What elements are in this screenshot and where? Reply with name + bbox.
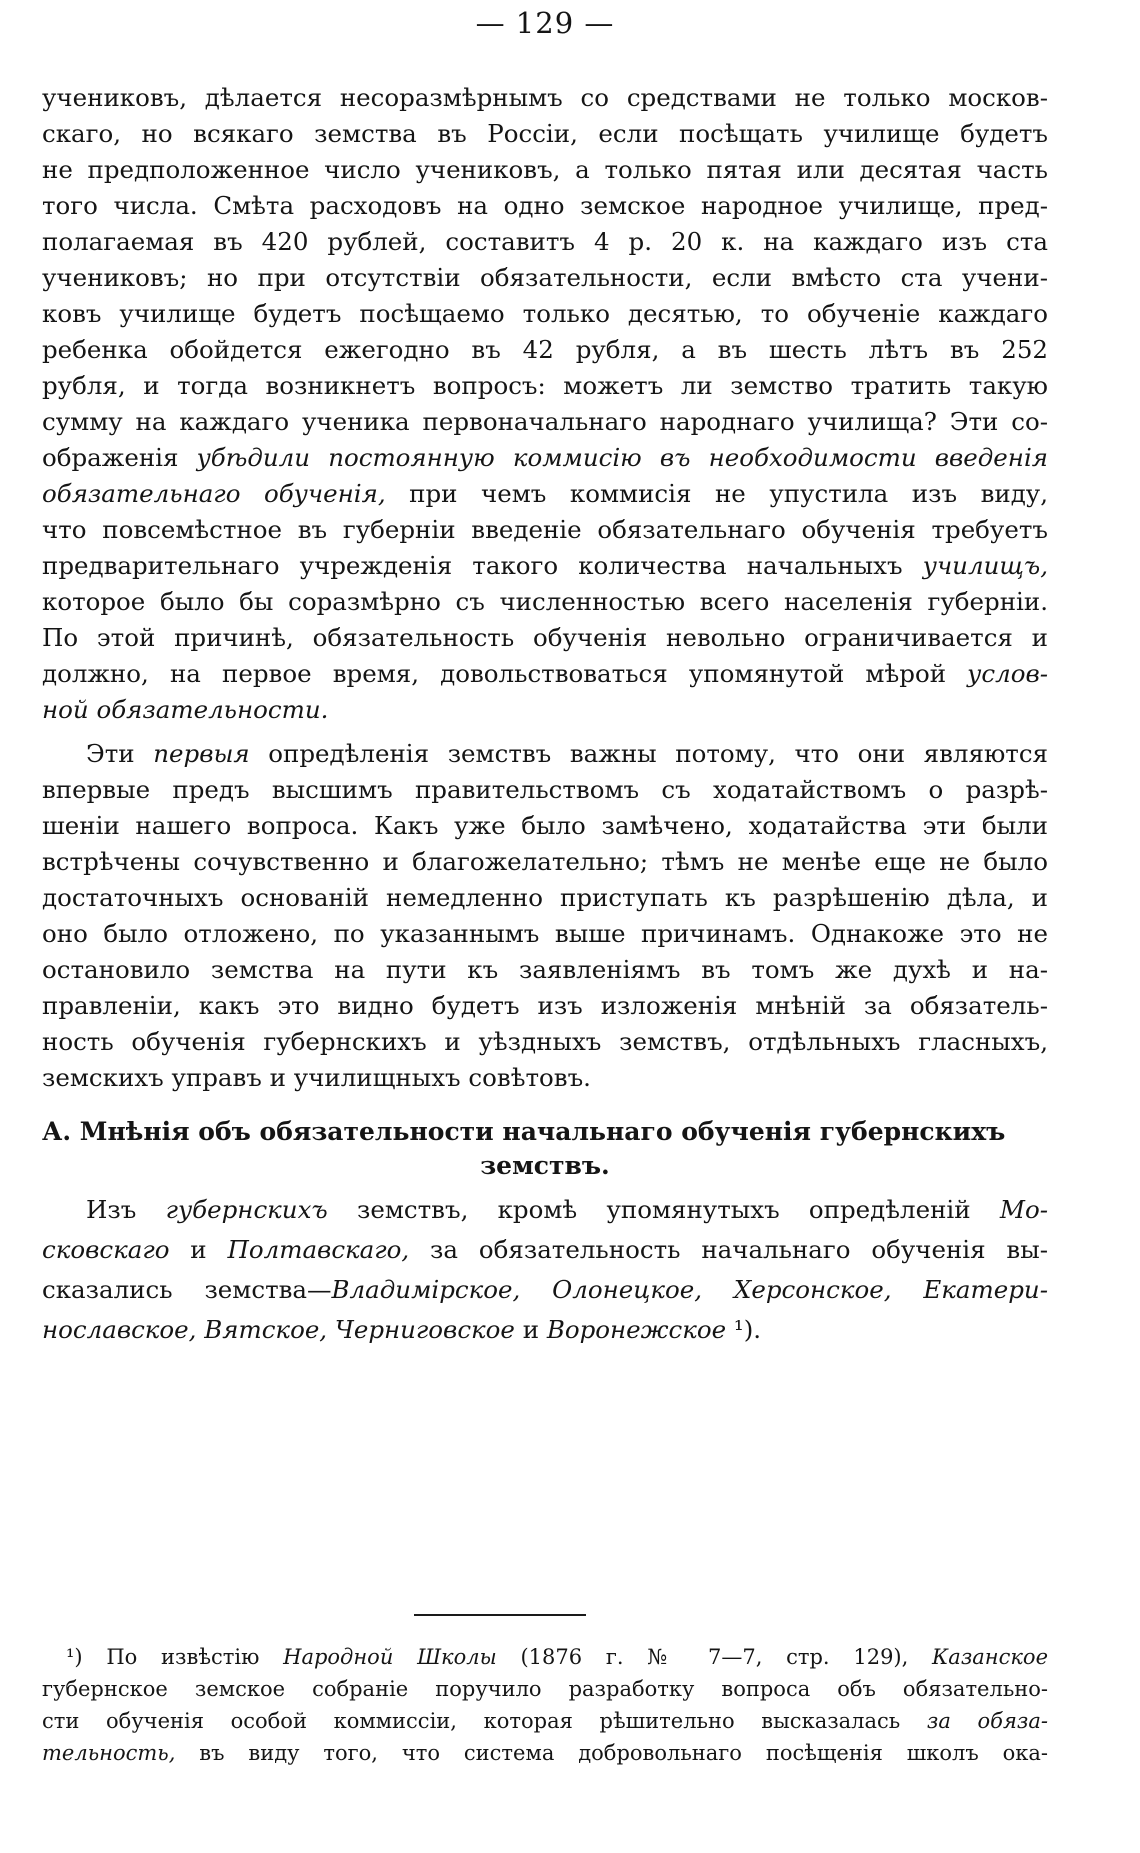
text-line <box>42 584 1048 620</box>
text-line <box>42 808 1048 844</box>
text-line <box>42 1272 1048 1308</box>
text-line <box>42 296 1048 332</box>
text-run: ребенка обойдется ежегодно въ 42 рубля, а въ шесть лѣтъ въ 252 <box>42 335 1048 364</box>
text-run: ображенія <box>42 443 197 472</box>
text-run: сказались земства— <box>42 1275 332 1304</box>
text-run: ¹) По извѣстію <box>66 1645 284 1669</box>
text-run: Изъ <box>86 1195 166 1224</box>
text-line <box>86 736 1048 772</box>
text-line <box>42 440 1048 476</box>
text-run: достаточныхъ основаній немедленно приступать къ разрѣшенію дѣла, и <box>42 883 1048 912</box>
text-run: земскихъ управъ и училищныхъ совѣтовъ. <box>42 1063 591 1092</box>
italic-text: убѣдили постоянную коммисію въ необходимости введенія <box>196 443 1048 472</box>
text-line <box>42 188 1048 224</box>
text-run: (1876 г. № 7—7, стр. 129), <box>496 1645 933 1669</box>
italic-text: Полтавскаго, <box>227 1235 410 1264</box>
text-line <box>42 880 1048 916</box>
text-line <box>42 1232 1048 1268</box>
text-run: которое было бы соразмѣрно съ численностью всего населенія губерніи. <box>42 587 1048 616</box>
text-run: впервые предъ высшимъ правительствомъ съ ходатайствомъ о разрѣ- <box>42 775 1048 804</box>
footnote-line <box>42 1705 1048 1737</box>
text-line <box>42 916 1048 952</box>
text-run: не предположенное число учениковъ, а только пятая или десятая часть <box>42 155 1048 184</box>
text-line <box>42 332 1048 368</box>
text-line <box>42 368 1048 404</box>
italic-text: училищъ, <box>922 551 1048 580</box>
text-line <box>42 80 1048 116</box>
text-run: ковъ училище будетъ посѣщаемо только десятью, то обученіе каждаго <box>42 299 1048 328</box>
text-line <box>42 988 1048 1024</box>
text-line <box>42 152 1048 188</box>
italic-text: тельность, <box>42 1741 176 1765</box>
text-run: губернское земское собраніе поручило разработку вопроса объ обязательно- <box>42 1677 1048 1701</box>
text-line <box>42 692 1048 728</box>
text-run: земствъ, кромѣ упомянутыхъ опредѣленій <box>327 1195 1000 1224</box>
italic-text: Народной Школы <box>283 1645 497 1669</box>
section-heading-line-1: А. Мнѣнія объ обязательности начальнаго обученія губернскихъ <box>42 1117 1006 1146</box>
italic-text: нославское, Вятское, Черниговское <box>42 1315 515 1344</box>
text-run: въ виду того, что система добровольнаго посѣщенія школъ ока- <box>175 1741 1048 1765</box>
italic-text: обязательнаго обученія, <box>42 479 386 508</box>
text-line <box>42 952 1048 988</box>
text-run: скаго, но всякаго земства въ Россіи, если посѣщать училище будетъ <box>42 119 1048 148</box>
italic-text: первыя <box>153 739 250 768</box>
footnote-divider <box>414 1614 586 1616</box>
text-line <box>42 224 1048 260</box>
text-line <box>42 656 1048 692</box>
text-run: рубля, и тогда возникнетъ вопросъ: можетъ ли земство тратить такую <box>42 371 1048 400</box>
footnote-line <box>42 1737 1048 1769</box>
text-run: учениковъ; но при отсутствіи обязательности, если вмѣсто ста учени- <box>42 263 1048 292</box>
text-run: ¹). <box>726 1315 762 1344</box>
text-line <box>42 512 1048 548</box>
italic-text: ной обязательности. <box>42 695 329 724</box>
footnote-line <box>42 1673 1048 1705</box>
text-run: что повсемѣстное въ губерніи введеніе обязательнаго обученія требуетъ <box>42 515 1048 544</box>
text-line <box>42 1312 1048 1348</box>
italic-text: Казанское <box>932 1645 1048 1669</box>
text-run: того числа. Смѣта расходовъ на одно земское народное училище, пред- <box>42 191 1048 220</box>
text-line <box>42 476 1048 512</box>
text-run: По этой причинѣ, обязательность обученія невольно ограничивается и <box>42 623 1048 652</box>
italic-text: услов- <box>967 659 1048 688</box>
section-heading-line-2: земствъ. <box>480 1151 610 1180</box>
text-line <box>42 260 1048 296</box>
text-run: должно, на первое время, довольствоваться упомянутой мѣрой <box>42 659 968 688</box>
text-run: за обязательность начальнаго обученія вы- <box>409 1235 1049 1264</box>
text-run: ность обученія губернскихъ и уѣздныхъ земствъ, отдѣльныхъ гласныхъ, <box>42 1027 1048 1056</box>
text-run: Эти <box>86 739 154 768</box>
text-run: встрѣчены сочувственно и благожелательно; тѣмъ не менѣе еще не было <box>42 847 1048 876</box>
italic-text: губернскихъ <box>165 1195 328 1224</box>
text-run: и <box>169 1235 228 1264</box>
text-run: оно было отложено, по указаннымъ выше причинамъ. Однакоже это не <box>42 919 1048 948</box>
page-number: — 129 — <box>475 6 615 40</box>
text-line <box>42 620 1048 656</box>
text-run: и <box>514 1315 547 1344</box>
text-line <box>42 1024 1048 1060</box>
text-run: сти обученія особой коммиссіи, которая рѣшительно высказалась <box>42 1709 927 1733</box>
footnote-line <box>66 1641 1048 1673</box>
text-run: опредѣленія земствъ важны потому, что они являются <box>249 739 1048 768</box>
text-run: предварительнаго учрежденія такого количества начальныхъ <box>42 551 923 580</box>
text-run: учениковъ, дѣлается несоразмѣрнымъ со средствами не только москов- <box>42 83 1048 112</box>
text-run: правленіи, какъ это видно будетъ изъ изложенія мнѣній за обязатель- <box>42 991 1048 1020</box>
italic-text: Владимірское, Олонецкое, Херсонское, Екатери- <box>331 1275 1048 1304</box>
text-line <box>86 1192 1048 1228</box>
text-line <box>42 116 1048 152</box>
text-run: сумму на каждаго ученика первоначальнаго народнаго училища? Эти со- <box>42 407 1048 436</box>
text-line <box>42 404 1048 440</box>
italic-text: Воронежское <box>546 1315 727 1344</box>
text-line <box>42 548 1048 584</box>
text-line <box>42 772 1048 808</box>
italic-text: Мо- <box>999 1195 1048 1224</box>
text-run: при чемъ коммисія не упустила изъ виду, <box>385 479 1049 508</box>
text-run: полагаемая въ 420 рублей, составитъ 4 р. 20 к. на каждаго изъ ста <box>42 227 1048 256</box>
text-line <box>42 844 1048 880</box>
text-run: остановило земства на пути къ заявленіямъ въ томъ же духѣ и на- <box>42 955 1048 984</box>
italic-text: сковскаго <box>42 1235 170 1264</box>
italic-text: за обяза- <box>926 1709 1048 1733</box>
text-line <box>42 1060 1048 1096</box>
text-run: шеніи нашего вопроса. Какъ уже было замѣчено, ходатайства эти были <box>42 811 1048 840</box>
